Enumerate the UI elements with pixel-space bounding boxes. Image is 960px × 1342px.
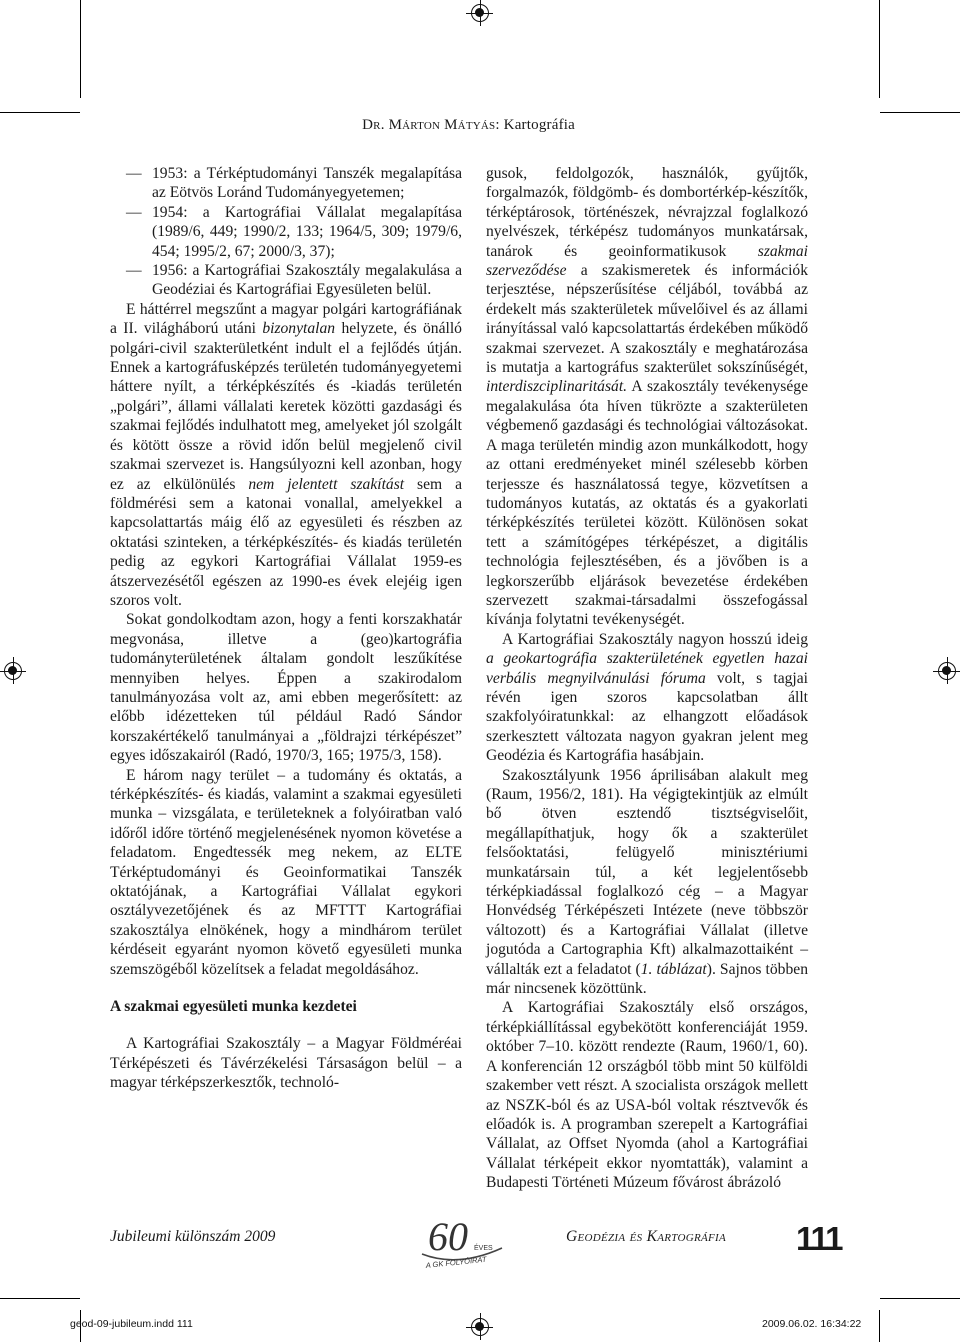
emphasis: interdiszciplinaritását. xyxy=(486,378,628,396)
paragraph: A Kartográfiai Szakosztály első országos, térképkiállítással egybekötött konferenciáját 1959. október 7–10. között rendezte (Raum, 1960/1, 60). A konferencián 12 országból több mint 50 külföldi szakember vett részt. A szocialista országok mellett az NSZK-ból és az USA-ból voltak résztvevők és előadók is. A programban szerepelt a Kartográfiai Vállalat, az Offset Nyomda (ahol a Kartográfiai Vállalat térképeit ekkor nyomtatták), valamint a Budapesti Történeti Múzeum fővárost ábrázoló xyxy=(486,999,808,1192)
paragraph: Sokat gondolkodtam azon, hogy a fenti korszakhatár megvonása, illetve a (geo)kartográfia tudományterületének általam gondolt leszűkítése mennyiben helyes. Éppen a szakirodalom tanulmányozása volt az, ami ebben megerősített: az előbb idézetteken túl például Radó Sándor korszakértékelő tanulmányai a „földrajzi térképészet” egyes időszakairól (Radó, 1970/3, 165; 1975/3, 158). xyxy=(110,611,462,765)
emphasis: bizonytalan xyxy=(262,320,336,338)
paragraph: E három nagy terület – a tudomány és oktatás, a térképkészítés- és kiadás, valamint a szakmai egyesületi munka – vizsgálata, e területeknek a folyóiratban való időről időre történő megjelenésének nyomon követése a feladatom. Engedtessék meg nekem, az ELTE Térképtudományi és Geoinformatikai Tanszék oktatójának, a Kartográfiai Vállalat egykori osztályvezetőjének és az MFTTT Kartográfiai szakosztálya elnökének, hogy a mindhárom terület kérdéseit egyaránt nyomon követő egyesületi munka szemszögéből közelítsek a feladat megoldásához. xyxy=(110,766,462,978)
list-item: — 1954: a Kartográfiai Vállalat megalapítása (1989/6, 449; 1990/2, 133; 1964/5, 309; 1979/6, 454; 1995/2, 67; 2000/3, 37); xyxy=(110,203,462,261)
list-item: — 1956: a Kartográfiai Szakosztály megalakulása a Geodéziai és Kartográfiai Egyesületen belül. xyxy=(110,261,462,300)
list-item: — 1953: a Térképtudományi Tanszék megalapítása az Eötvös Loránd Tudományegyetemen; xyxy=(110,164,462,203)
section-title: Kartográfia xyxy=(499,117,575,133)
issue-label: Jubileumi különszám 2009 xyxy=(110,1228,276,1245)
crop-mark xyxy=(0,1298,80,1299)
text-run: Szakosztályunk 1956 áprilisában alakult meg (Raum, 1956/2, 181). Ha végigtekintjük az elmúlt bő ötven esztendő tisztségviselőit, megállapíthatjuk, hogy ők a szakterület felsőoktatási, felügyelő minisztériumi munkatársain túl, a két legjelentősebb térképkiadással foglalkozó cég – a Magyar Honvédség Térképészeti Intézete (neve többször változott) és a Kartográfiai Vállalat (illetve jogutódа a Cartographia Kft) alkalmazottaiként – vállalták ezt a feladatot ( xyxy=(486,766,808,978)
crop-mark xyxy=(879,1310,880,1342)
author-initial: Dr. xyxy=(362,117,385,133)
text-run: A szakosztály tevékenysége megalakulása óta híven tükrözte a szakterületen végbemenő gazdasági és technológiai változásokat. A maga területén mindig azon munkálkodott, hogy az ottani eredményeket minél szélesebb körben terjessze és használatossá tegye, közvetítsen a tudományos kutatás, az oktatás és a gyakorlati térképkészítés területei között. Különösen sokat tett a számítógépes térképészet, a digitális technológia fejlesztésében, és a jövőben is a legkorszerűbb eljárások bevezetése érdekében szervezett szakmai-társadalmi összefogással kívánja folytatni tevékenységét. xyxy=(486,378,808,629)
journal-name: Geodézia és Kartográfia xyxy=(566,1228,727,1245)
author-name: Márton Mátyás: xyxy=(388,117,500,133)
text-run: ). Sajnos többen már nincsenek közöttünk. xyxy=(486,960,808,998)
paragraph xyxy=(486,164,808,630)
text-run: volt, s tagjai révén igen szoros kapcsolatban állt szakfolyóiratunkkal: az elhangzott előadások szerkesztett változata nagyon gyakran jelent meg Geodézia és Kartográfia hasábjain. xyxy=(486,669,808,765)
registration-mark-icon xyxy=(4,662,22,680)
text-run: sem a földmérési sem a katonai vonallal, amelyekkel a kapcsolattartás máig élő az egyesületi és részben az oktatási szinteken, a térképkészítés- és kiadás területén pedig az egykori Kartográfiai Vállalat 1959-es átszervezésétől egészen az 1990-es évek elejéig igen szoros volt. xyxy=(110,475,462,609)
crop-mark xyxy=(880,1298,960,1299)
paragraph: A Kartográfiai Szakosztály – a Magyar Földméréai Térképészeti és Távérzékelési Társaságon belül – a magyar térképszerkesztők, technoló- xyxy=(110,1035,462,1092)
paragraph xyxy=(486,766,808,999)
emphasis: nem jelentett szakítást xyxy=(248,475,405,493)
section-heading: A szakmai egyesületi munka kezdetei xyxy=(110,998,357,1016)
text-run: gusok, feldolgozók, használók, gyűjtők, forgalmazók, földgömb- és dombortérkép-készítők, térképtárosok, történészek, névrajzzal foglalkozó nyelvészek, térképész tudományos munkatársak, tanárok és geoinformatikusok xyxy=(486,165,808,260)
logo-years: ÉVES xyxy=(474,1245,493,1252)
page-number: 111 xyxy=(796,1220,842,1257)
paragraph xyxy=(486,630,808,766)
crop-mark xyxy=(80,0,81,98)
emphasis: 1. táblázat xyxy=(640,960,707,978)
anniversary-logo xyxy=(418,1210,504,1274)
slug-date: 2009.06.02. 16:34:22 xyxy=(762,1318,862,1330)
crop-mark xyxy=(0,112,80,113)
emphasis: a geokartográfia szakterületének egyetlen hazai verbális megnyilvánulási fóruma xyxy=(486,650,808,687)
right-column xyxy=(486,164,808,1193)
crop-mark xyxy=(879,0,880,98)
registration-mark-icon xyxy=(938,662,956,680)
text-run: E háttérrel megszűnt a magyar polgári kartográfiának a II. világháború utáni xyxy=(110,300,462,338)
registration-mark-icon xyxy=(471,1318,489,1336)
registration-mark-icon xyxy=(471,4,489,22)
text-run: helyzete, és önálló polgári-civil szakterületként indult el a fejlődés útján. Ennek a kartográfusképzés területén tudományegyetemi háttere nyílt, a térképkészítés és -kiadás területén „polgári”, állami vállalati keretek közötti gazdasági és szakmai fejlődés indulhatott meg, amelyeket jól szolgált és kötött össze a rövid időn belül megjelenő civil szakmai szervezet is. Hangsúlyozni kell azonban, hogy ez az elkülönülés xyxy=(110,320,462,493)
paragraph xyxy=(110,300,462,611)
crop-mark xyxy=(880,112,960,113)
logo-caption: A GK FOLYÓIRAT xyxy=(425,1254,487,1270)
emphasis: szakmai szerveződése xyxy=(486,242,808,280)
text-run: a szakismeretek és információk terjesztése, népszerűsítése céljából, továbbá az érdekelt más szakterületek művelőivel és az állami irányítással való kapcsolattartás érdekében működő szakmai szervezet. A szakosztály e meghatározása is mutatja a kartográfus szakterület sokszínűségét, xyxy=(486,262,808,377)
text-run: A Kartográfiai Szakosztály nagyon hosszú ideig xyxy=(502,630,808,648)
left-column xyxy=(110,164,462,1093)
running-head xyxy=(362,117,575,134)
slug-file: geod-09-jubileum.indd 111 xyxy=(70,1318,193,1330)
logo-number: 60 xyxy=(428,1214,468,1259)
milestone-list xyxy=(110,164,462,300)
